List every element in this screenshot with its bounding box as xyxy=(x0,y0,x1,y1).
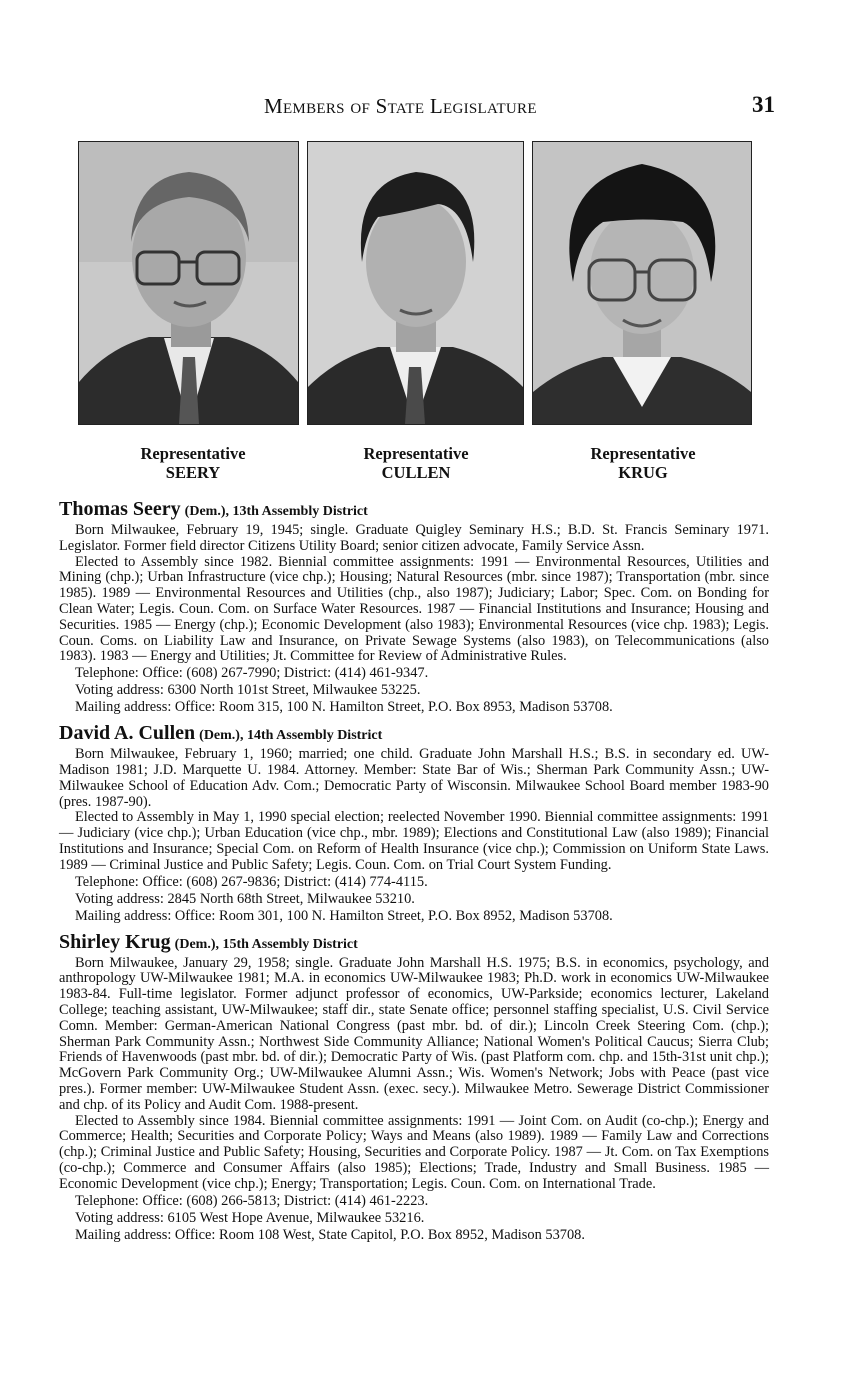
member-name: Shirley Krug xyxy=(59,930,171,953)
bio-paragraph: Elected to Assembly in May 1, 1990 special election; reelected November 1990. Biennial committee assignments: 1991 — Judiciary (vice chp.); Urban Education (vice chp., mbr. 1989); Elections and Constitutional Law (also 1989); Financial Institutions and Insurance; Special Com. on Reform of Health Insurance (vice chp.); Commission on Uniform State Laws. 1989 — Criminal Justice and Public Safety; Legis. Coun. Com. on Trial Court System Funding. xyxy=(59,809,769,873)
running-title: Members of State Legislature xyxy=(264,94,537,118)
telephone: Telephone: Office: (608) 266-5813; District: (414) 461-2223. xyxy=(75,1192,429,1209)
mailing-address: Mailing address: Office: Room 301, 100 N. Hamilton Street, P.O. Box 8952, Madison 53708. xyxy=(75,907,613,924)
caption-role: Representative xyxy=(140,444,246,463)
page-number: 31 xyxy=(752,92,775,117)
caption-name: KRUG xyxy=(618,463,668,482)
telephone: Telephone: Office: (608) 267-9836; District: (414) 774-4115. xyxy=(75,873,428,890)
bio-paragraph: Born Milwaukee, January 29, 1958; single. Graduate John Marshall H.S. 1975; B.S. in economics, psychology, and anthropology UW-Milwaukee 1981; M.A. in economics UW-Milwaukee 1983; Ph.D. work in economics UW-Milwaukee 1983-84. Full-time legislator. Former adjunct professor of economics, UW-Parkside; economics lecturer, Lakeland College; teaching assistant, UW-Milwaukee; staff dir., state Senate office; personnel staffing specialist, U.S. Civil Service Comn. Member: German-American National Congress (past mbr. bd. of dir.); Lincoln Creek Steering Com. (chp.); Sherman Park Community Assn.; Northwest Side Community Alliance; National Women's Political Caucus; Sierra Club; Friends of Havenwoods (past mbr. bd. of dir.); Democratic Party of Wis. (past Platform com. chp. and 15th-31st unit chp.); McGovern Park Community Org.; UW-Milwaukee Alumni Assn.; Wis. Women's Network; Jobs with Peace (past vice pres.). Former member: UW-Milwaukee Student Assn. (exec. secy.). Milwaukee Metro. Sewerage District Commissioner and chp. of its Policy and Audit Com. 1988-present. xyxy=(59,954,769,1113)
member-name: David A. Cullen xyxy=(59,722,196,745)
member-name: Thomas Seery xyxy=(59,498,181,520)
bio-heading xyxy=(59,931,769,956)
mailing-address: Mailing address: Office: Room 108 West, State Capitol, P.O. Box 8952, Madison 53708. xyxy=(75,1226,585,1243)
caption-seery xyxy=(83,444,303,482)
caption-role: Representative xyxy=(590,444,696,463)
member-district: (Dem.), 13th Assembly District xyxy=(184,504,368,519)
biographies xyxy=(59,498,769,1250)
bio-paragraph: Elected to Assembly since 1984. Biennial committee assignments: 1991 — Joint Com. on Audit (co-chp.); Energy and Commerce; Health; Securities and Corporate Policy; Ways and Means (also 1989). 1989 — Family Law and Corrections (chp.); Criminal Justice and Public Safety; Housing, Securities and Corporate Policy. 1987 — Jt. Com. on Tax Exemptions (co-chp.); Commerce and Consumer Affairs (also 1985); Elections; Trade, Industry and Small Business. 1985 — Economic Development (vice chp.); Energy; Transportation; Legis. Coun. Com. on International Trade. xyxy=(59,1112,769,1192)
portrait-seery xyxy=(78,141,299,425)
caption-krug xyxy=(533,444,753,482)
bio-paragraph: Born Milwaukee, February 1, 1960; married; one child. Graduate John Marshall H.S.; B.S. in secondary ed. UW-Madison 1981; J.D. Marquette U. 1984. Attorney. Member: State Bar of Wis.; Sherman Park Community Assn.; UW-Milwaukee School of Education Adv. Com.; Democratic Party of Wisconsin. Milwaukee School Board member 1983-90 (pres. 1987-90). xyxy=(59,746,769,810)
caption-cullen xyxy=(306,444,526,482)
mailing-address: Mailing address: Office: Room 315, 100 N. Hamilton Street, P.O. Box 8953, Madison 53708. xyxy=(75,699,613,716)
page-header xyxy=(0,94,859,122)
portrait-cullen xyxy=(307,141,524,425)
bio-heading xyxy=(59,498,769,523)
portrait-krug xyxy=(532,141,752,425)
bio-seery xyxy=(59,498,769,716)
bio-paragraph: Born Milwaukee, February 19, 1945; single. Graduate Quigley Seminary H.S.; B.D. St. Francis Seminary 1971. Legislator. Former field director Citizens Utility Board; senior citizen advocate, Family Service Assn. xyxy=(59,522,769,554)
voting-address: Voting address: 6300 North 101st Street, Milwaukee 53225. xyxy=(75,682,421,699)
voting-address: Voting address: 2845 North 68th Street, Milwaukee 53210. xyxy=(75,890,415,907)
voting-address: Voting address: 6105 West Hope Avenue, Milwaukee 53216. xyxy=(75,1209,425,1226)
member-district: (Dem.), 14th Assembly District xyxy=(199,728,383,744)
bio-paragraph: Elected to Assembly since 1982. Biennial committee assignments: 1991 — Environmental Resources, Utilities and Mining (chp.); Urban Infrastructure (vice chp.); Housing; Natural Resources (mbr. since 1987); Transportation (mbr. since 1985). 1989 — Environmental Resources and Utilities (chp., also 1987); Judiciary; Labor; Spec. Com. on Bonding for Clean Water; Legis. Coun. Com. on Surface Water Resources. 1987 — Financial Institutions and Insurance; Housing and Securities. 1985 — Energy (chp.); Economic Development (also 1983); Environmental Resources (vice chp. 1983); Legis. Coun. Coms. on Liability Law and Insurance, on Private Sewage Systems (also 1983), on Telecommunications (also 1983). 1983 — Energy and Utilities; Jt. Committee for Review of Administrative Rules. xyxy=(59,553,769,665)
member-district: (Dem.), 15th Assembly District xyxy=(174,936,358,952)
caption-role: Representative xyxy=(363,444,469,463)
caption-name: SEERY xyxy=(165,463,221,482)
bio-krug xyxy=(59,931,769,1244)
caption-name: CULLEN xyxy=(381,463,451,482)
bio-heading xyxy=(59,722,769,747)
telephone: Telephone: Office: (608) 267-7990; District: (414) 461-9347. xyxy=(75,665,429,682)
bio-cullen xyxy=(59,722,769,924)
